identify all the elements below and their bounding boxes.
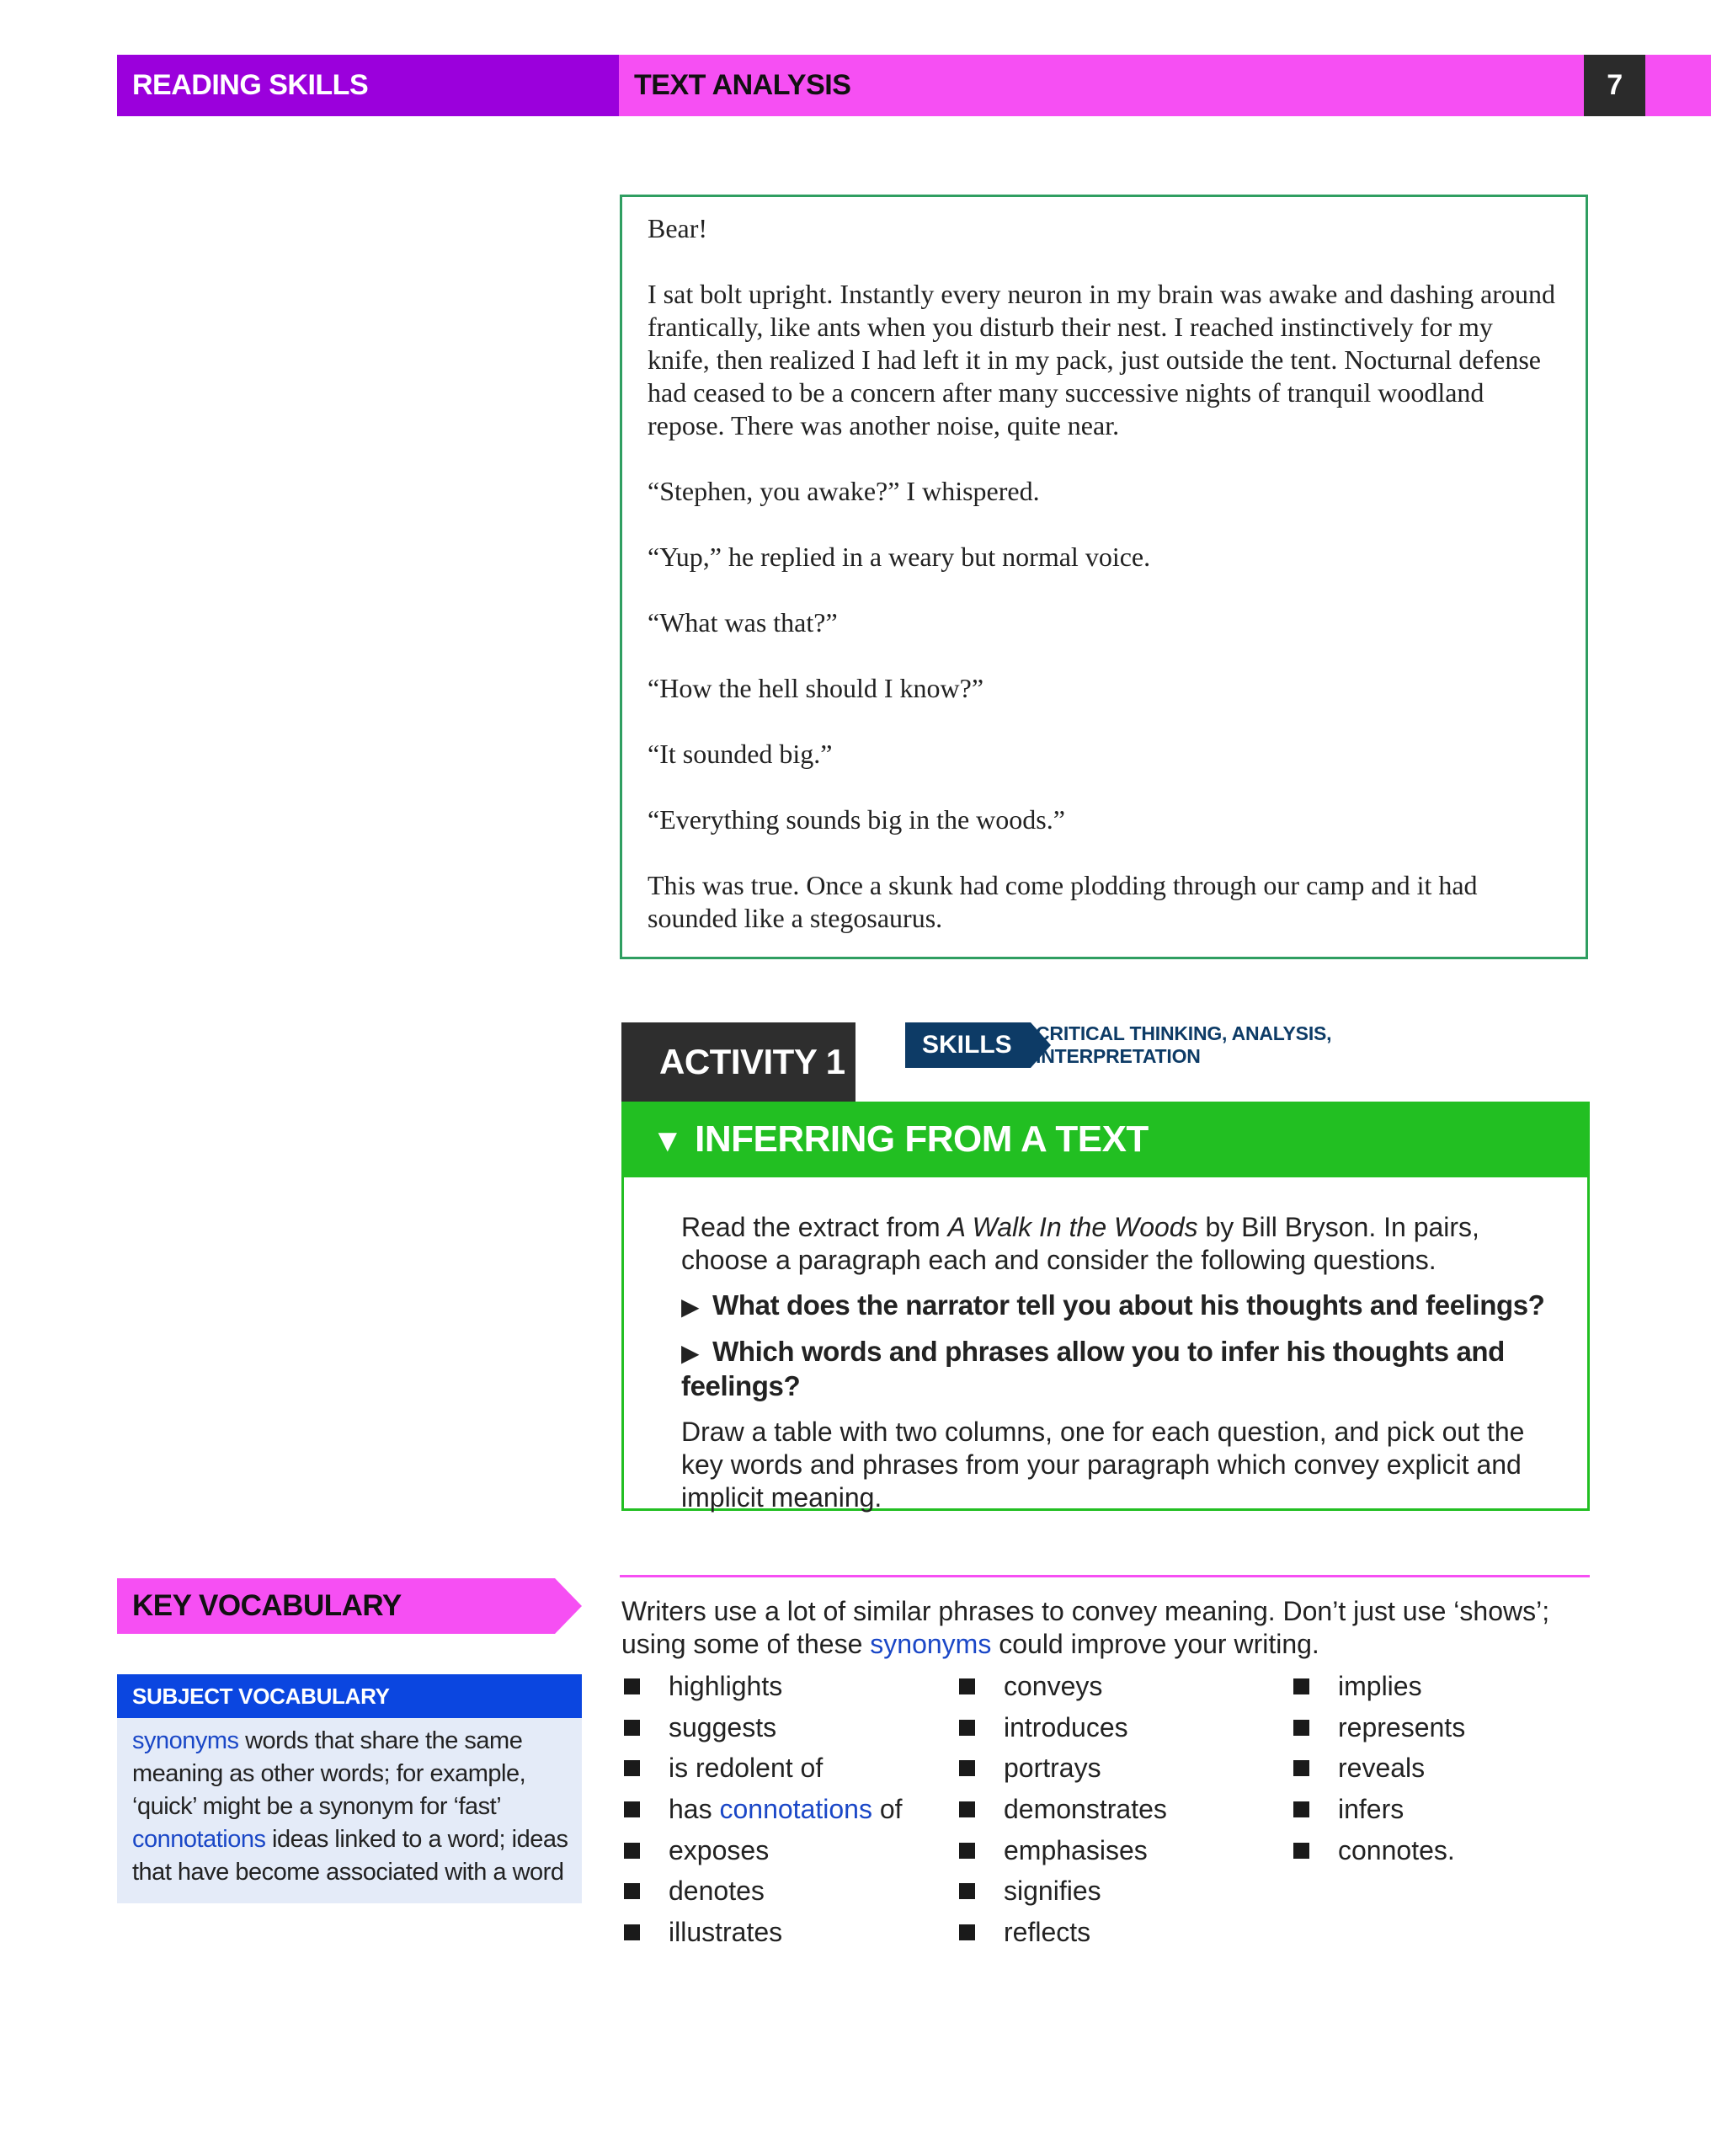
square-bullet-icon — [959, 1924, 975, 1940]
extract-paragraph: “Yup,” he replied in a weary but normal voice. — [648, 542, 1151, 572]
word-item — [624, 1875, 952, 1916]
word-text: introduces — [1004, 1711, 1128, 1742]
triangle-right-icon: ▶ — [681, 1294, 700, 1320]
word-text: suggests — [669, 1711, 777, 1742]
triangle-right-icon: ▶ — [681, 1340, 700, 1366]
vocab-definition: words that share the same meaning as other words; for example, ‘quick’ might be a synonym for ‘fast’ — [132, 1727, 526, 1820]
word-column-2 — [959, 1670, 1287, 1957]
vocab-entry — [132, 1725, 568, 1823]
word-column-1 — [624, 1670, 952, 1957]
square-bullet-icon — [1293, 1843, 1309, 1859]
vocab-term: synonyms — [132, 1727, 239, 1754]
square-bullet-icon — [959, 1720, 975, 1736]
extract-paragraph: Bear! — [648, 213, 708, 243]
square-bullet-icon — [624, 1924, 640, 1940]
word-item — [959, 1793, 1287, 1834]
word-text: illustrates — [669, 1917, 783, 1948]
word-text: signifies — [1004, 1876, 1101, 1907]
skills-line: CRITICAL THINKING, ANALYSIS, — [1036, 1022, 1332, 1044]
word-text: has — [669, 1794, 720, 1825]
word-item — [624, 1916, 952, 1957]
section-divider — [620, 1575, 1590, 1577]
activity-title-bar — [621, 1102, 1590, 1177]
word-column-3 — [1293, 1670, 1622, 1875]
square-bullet-icon — [624, 1801, 640, 1817]
word-item — [624, 1834, 952, 1876]
vocab-term: connotations — [132, 1826, 266, 1853]
activity-instruction: Draw a table with two columns, one for each question, and pick out the key words and phrases from your paragraph which convey explicit and implicit meaning. — [681, 1417, 1525, 1513]
extract-paragraph: “It sounded big.” — [648, 739, 833, 769]
word-text: portrays — [1004, 1753, 1101, 1784]
activity-intro-text: by Bill Bryson. In pairs, choose a paragraph each and consider the following questions. — [681, 1212, 1479, 1275]
book-title: A Walk In the Woods — [947, 1212, 1198, 1242]
activity-intro-text: Read the extract from — [681, 1212, 948, 1242]
activity-body — [621, 1177, 1590, 1511]
triangle-down-icon: ▼ — [652, 1123, 684, 1159]
square-bullet-icon — [959, 1883, 975, 1899]
word-item — [1293, 1670, 1622, 1711]
header-end-bar — [1645, 55, 1711, 116]
header-topic: TEXT ANALYSIS — [634, 69, 851, 101]
subject-vocabulary-heading: SUBJECT VOCABULARY — [117, 1674, 582, 1718]
key-vocabulary-banner — [117, 1578, 582, 1634]
word-text: connotes. — [1338, 1834, 1455, 1865]
activity-title: INFERRING FROM A TEXT — [695, 1118, 1149, 1160]
word-text: is redolent of — [669, 1753, 824, 1784]
header-section-bar — [117, 55, 619, 116]
page-number: 7 — [1607, 69, 1623, 101]
square-bullet-icon — [959, 1760, 975, 1776]
word-item — [624, 1752, 952, 1793]
square-bullet-icon — [959, 1843, 975, 1859]
square-bullet-icon — [624, 1843, 640, 1859]
vocab-definition: ideas linked to a word; ideas that have become associated with a word — [132, 1826, 568, 1886]
extract-paragraph: “Stephen, you awake?” I whispered. — [648, 476, 1040, 506]
skills-description — [1036, 1022, 1457, 1068]
activity-label: ACTIVITY 1 — [621, 1022, 856, 1102]
word-item — [959, 1752, 1287, 1793]
page-number-box — [1584, 55, 1645, 116]
key-vocabulary-title: KEY VOCABULARY — [132, 1589, 402, 1622]
word-item — [1293, 1834, 1622, 1876]
header-section: READING SKILLS — [132, 69, 369, 101]
vocab-entry — [132, 1823, 568, 1889]
extract-paragraph: This was true. Once a skunk had come plodding through our camp and it had sounded like a stegosaurus. — [648, 870, 1478, 933]
activity-question — [681, 1335, 1554, 1402]
skills-label: SKILLS — [905, 1022, 1031, 1068]
activity-intro — [681, 1211, 1554, 1277]
extract-paragraph: “Everything sounds big in the woods.” — [648, 804, 1065, 835]
square-bullet-icon — [1293, 1720, 1309, 1736]
word-text: conveys — [1004, 1671, 1103, 1701]
word-text: exposes — [669, 1834, 770, 1865]
skills-line: INTERPRETATION — [1036, 1045, 1201, 1067]
synonyms-link: synonyms — [870, 1629, 992, 1659]
word-text: demonstrates — [1004, 1794, 1167, 1825]
square-bullet-icon — [1293, 1760, 1309, 1776]
square-bullet-icon — [959, 1801, 975, 1817]
word-text: denotes — [669, 1876, 765, 1907]
word-text: reveals — [1338, 1753, 1426, 1784]
question-text: Which words and phrases allow you to infer his thoughts and feelings? — [681, 1336, 1505, 1401]
word-item — [959, 1916, 1287, 1957]
extract-paragraph: “What was that?” — [648, 607, 838, 638]
synonyms-intro — [621, 1595, 1598, 1661]
subject-vocabulary-body — [117, 1718, 582, 1903]
square-bullet-icon — [959, 1678, 975, 1694]
square-bullet-icon — [624, 1760, 640, 1776]
word-text: of — [871, 1794, 903, 1825]
word-item — [1293, 1711, 1622, 1753]
word-item — [959, 1670, 1287, 1711]
word-item — [959, 1875, 1287, 1916]
activity-question — [681, 1289, 1554, 1323]
word-text: emphasises — [1004, 1834, 1148, 1865]
connotations-link: connotations — [719, 1794, 872, 1825]
word-text: implies — [1338, 1671, 1422, 1701]
extract-box — [620, 195, 1588, 959]
square-bullet-icon — [1293, 1678, 1309, 1694]
square-bullet-icon — [624, 1883, 640, 1899]
extract-paragraph: “How the hell should I know?” — [648, 673, 984, 703]
intro-text: Writers use a lot of similar phrases to convey meaning. Don’t just use ‘shows’; using some of these — [621, 1596, 1550, 1659]
extract-paragraph: I sat bolt upright. Instantly every neuron in my brain was awake and dashing around frantically, like ants when you disturb their nest. I reached instinctively for my knife, then realized I had left it in my pack, just outside the tent. Nocturnal defense had ceased to be a concern after many successive nights of tranquil woodland repose. There was another noise, quite near. — [648, 279, 1555, 440]
word-item — [1293, 1752, 1622, 1793]
square-bullet-icon — [624, 1720, 640, 1736]
word-text: reflects — [1004, 1917, 1091, 1948]
word-item — [1293, 1793, 1622, 1834]
word-text: infers — [1338, 1794, 1405, 1825]
word-text: highlights — [669, 1671, 783, 1701]
header-topic-bar — [619, 55, 1584, 116]
square-bullet-icon — [624, 1678, 640, 1694]
question-text: What does the narrator tell you about his thoughts and feelings? — [712, 1289, 1545, 1321]
word-item — [624, 1670, 952, 1711]
word-item — [624, 1711, 952, 1753]
intro-text: could improve your writing. — [991, 1629, 1319, 1659]
skills-tag — [905, 1022, 1051, 1068]
word-text: represents — [1338, 1711, 1466, 1742]
square-bullet-icon — [1293, 1801, 1309, 1817]
word-item — [959, 1834, 1287, 1876]
word-item — [624, 1793, 952, 1834]
word-item — [959, 1711, 1287, 1753]
